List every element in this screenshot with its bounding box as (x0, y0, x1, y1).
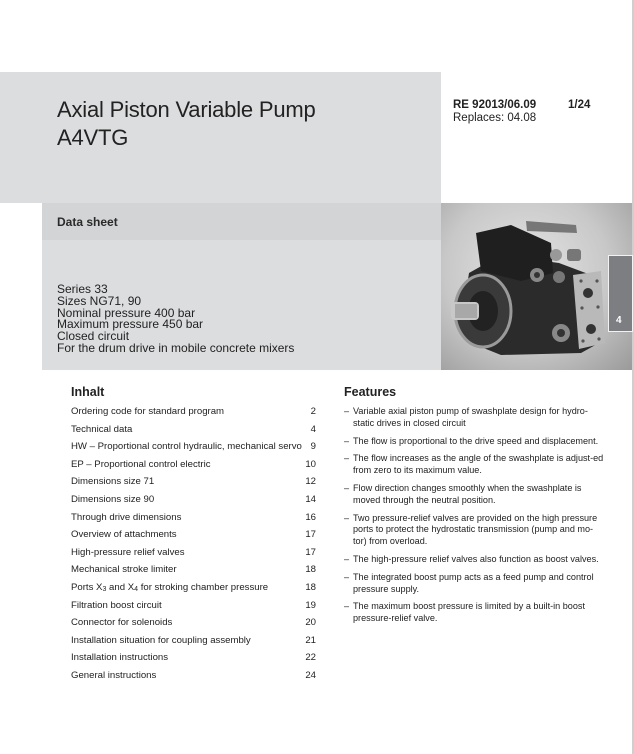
spec-application: For the drum drive in mobile concrete mixers (57, 340, 295, 355)
feature-item: – The flow increases as the angle of the swashplate is adjust-ed from zero to its maximum value. (344, 453, 604, 476)
dash-bullet-icon: – (344, 453, 350, 464)
toc-item[interactable]: Ordering code for standard program 2 (71, 406, 316, 417)
dash-bullet-icon: – (344, 601, 350, 612)
dash-bullet-icon: – (344, 482, 350, 493)
toc-item[interactable]: Dimensions size 71 12 (71, 476, 316, 488)
dash-bullet-icon: – (344, 435, 350, 446)
toc-item[interactable]: Through drive dimensions 16 (71, 511, 316, 523)
features-section (344, 385, 604, 631)
dash-bullet-icon: – (344, 512, 350, 523)
datasheet-band (42, 203, 441, 240)
toc-item[interactable]: Installation situation for coupling assembly 21 (71, 634, 316, 646)
table-of-contents (71, 385, 316, 688)
toc-item[interactable]: Technical data 4 (71, 423, 316, 435)
dash-bullet-icon: – (344, 553, 350, 564)
title-line-2: A4VTG (57, 125, 129, 150)
pump-photo (441, 203, 632, 370)
feature-item: – Variable axial piston pump of swashplate design for hydro-static drives in closed circuit (344, 406, 588, 428)
spec-maximum-pressure: Maximum pressure 450 bar (57, 317, 204, 332)
datasheet-label: Data sheet (57, 215, 118, 229)
specs-box (42, 240, 441, 370)
toc-heading: Inhalt (71, 385, 105, 399)
pump-illustration-icon (441, 203, 632, 370)
dash-bullet-icon: – (344, 571, 350, 582)
document-reference (453, 99, 591, 125)
page-number: 1/24 (568, 99, 591, 111)
specs-list (57, 284, 294, 355)
feature-item: – Two pressure-relief valves are provided on the high pressure ports to protect the hydrostatic transmission (pump and mo-tor) from overload. (344, 512, 598, 547)
feature-item: – The flow is proportional to the drive speed and displacement. (344, 435, 599, 446)
spec-sizes: Sizes NG71, 90 (57, 293, 142, 308)
spec-nominal-pressure: Nominal pressure 400 bar (57, 305, 196, 320)
toc-item[interactable]: Connector for solenoids 20 (71, 617, 316, 629)
toc-item[interactable]: High-pressure relief valves 17 (71, 546, 316, 558)
section-tab-marker (608, 255, 633, 332)
toc-item[interactable]: HW – Proportional control hydraulic, mechanical servo 9 (71, 441, 316, 453)
document-number: RE 92013/06.09 (453, 99, 537, 111)
dash-bullet-icon: – (344, 406, 350, 416)
toc-item[interactable]: Mechanical stroke limiter 18 (71, 564, 316, 576)
feature-item: – The high-pressure relief valves also function as boost valves. (344, 553, 599, 564)
feature-item: – Flow direction changes smoothly when the swashplate is moved through the neutral position. (344, 482, 582, 505)
toc-item[interactable]: Ports $X_3$ and $X_4$ for stroking chamber pressure 18 (71, 581, 316, 593)
section-tab-number: 4 (616, 315, 622, 326)
replaces-date: Replaces: 04.08 (453, 112, 537, 124)
toc-item[interactable]: Overview of attachments 17 (71, 529, 316, 541)
feature-item: – The maximum boost pressure is limited by a built-in boost pressure-relief valve. (344, 601, 585, 624)
feature-item: – The integrated boost pump acts as a feed pump and control pressure supply. (344, 571, 594, 594)
page-title (57, 96, 316, 152)
spec-series: Series 33 (57, 282, 108, 296)
spec-circuit: Closed circuit (57, 329, 130, 344)
features-heading: Features (344, 385, 397, 399)
toc-item[interactable]: Dimensions size 90 14 (71, 493, 316, 505)
toc-item[interactable]: Installation instructions 22 (71, 652, 316, 664)
toc-item[interactable]: Filtration boost circuit 19 (71, 599, 316, 611)
toc-item[interactable]: General instructions 24 (71, 669, 316, 681)
title-line-1: Axial Piston Variable Pump (57, 97, 316, 122)
toc-item[interactable]: EP – Proportional control electric 10 (71, 458, 316, 470)
